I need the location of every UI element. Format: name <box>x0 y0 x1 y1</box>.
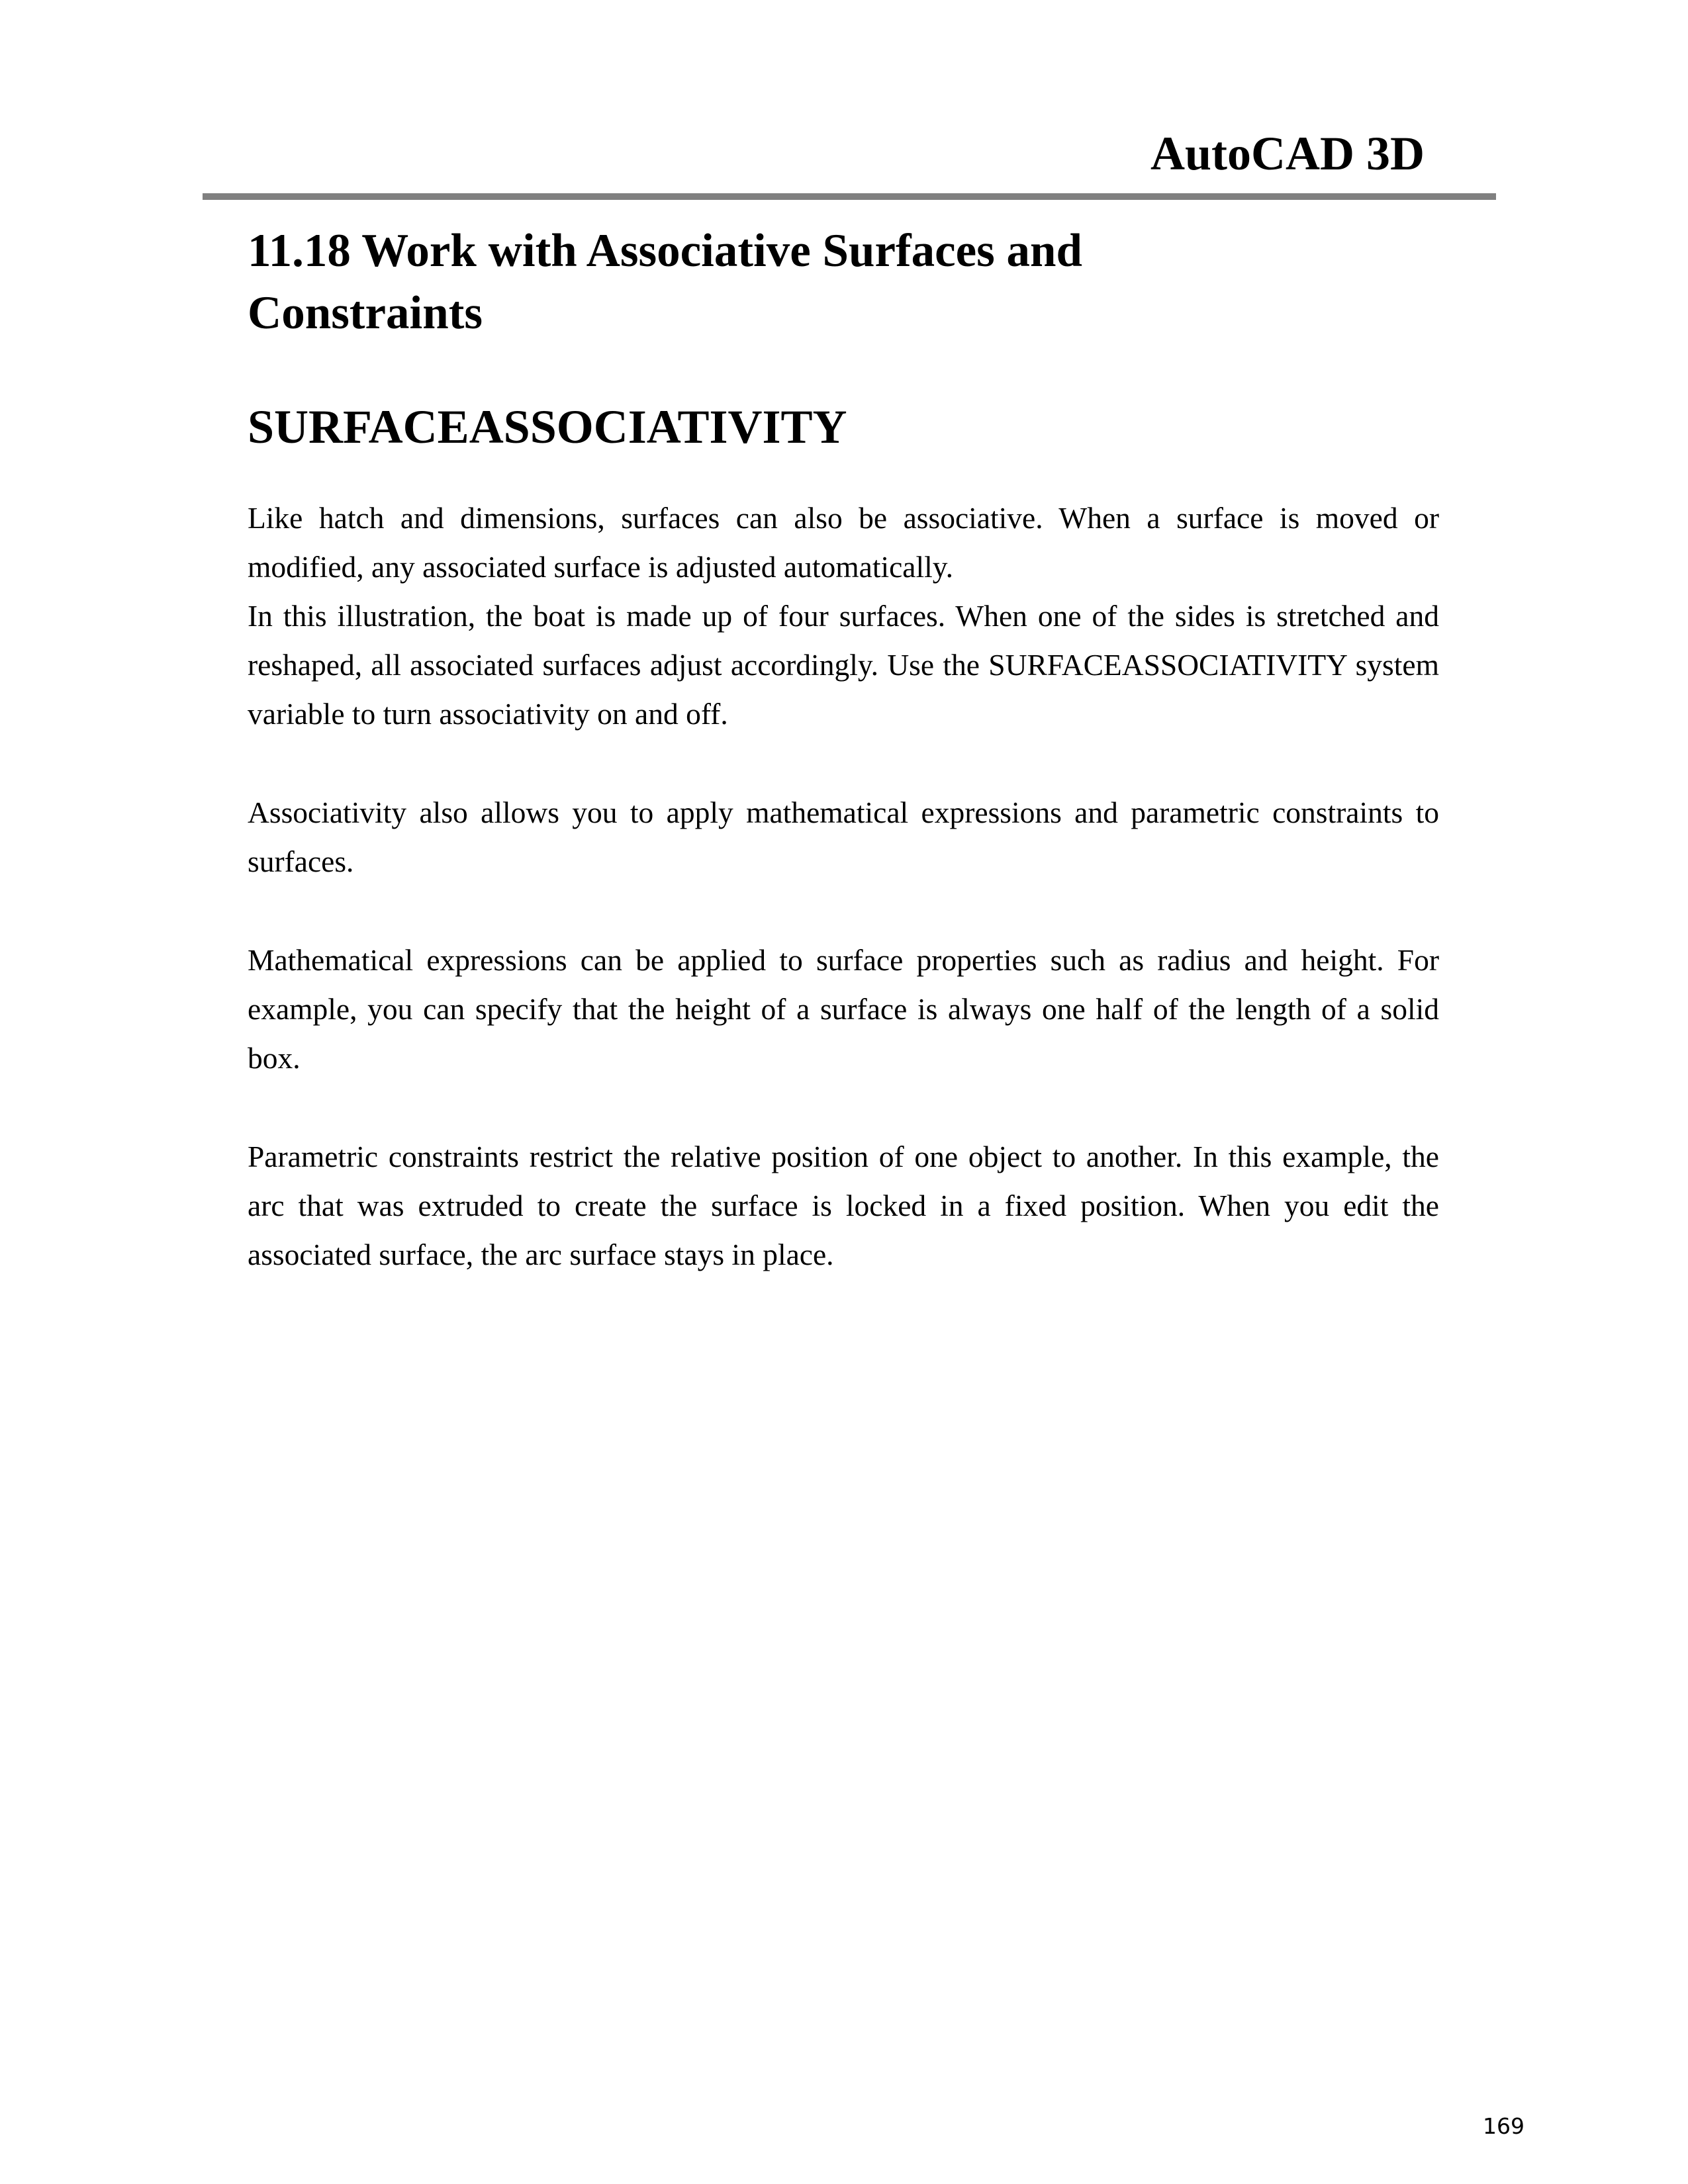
paragraph-boat-illustration: In this illustration, the boat is made up of four surfaces. When one of the sides is stretched and reshaped, all associated surfaces adjust accordingly. Use the SURFACEASSOCIATIVITY system variable to turn associativity on and off. <box>248 599 1439 731</box>
subsection-title: SURFACEASSOCIATIVITY <box>248 400 847 453</box>
header-rule <box>203 193 1496 200</box>
page-content <box>248 220 1439 1279</box>
running-header-title: AutoCAD 3D <box>1150 127 1425 180</box>
section-title: 11.18 Work with Associative Surfaces and Constraints <box>248 225 1083 339</box>
paragraph-mathematical-expressions: Mathematical expressions can be applied to surface properties such as radius and height. For example, you can specify that the height of a surface is always one half of the length of a solid box. <box>248 943 1439 1075</box>
paragraph-expressions-constraints: Associativity also allows you to apply mathematical expressions and parametric constraints to surfaces. <box>248 796 1439 879</box>
page-number: 169 <box>1483 2113 1524 2139</box>
paragraph-parametric-constraints: Parametric constraints restrict the relative position of one object to another. In this example, the arc that was extruded to create the surface is locked in a fixed position. When you edit the associated surface, the arc surface stays in place. <box>248 1140 1439 1272</box>
paragraph-associative-intro: Like hatch and dimensions, surfaces can also be associative. When a surface is moved or modified, any associated surface is adjusted automatically. <box>248 501 1439 584</box>
